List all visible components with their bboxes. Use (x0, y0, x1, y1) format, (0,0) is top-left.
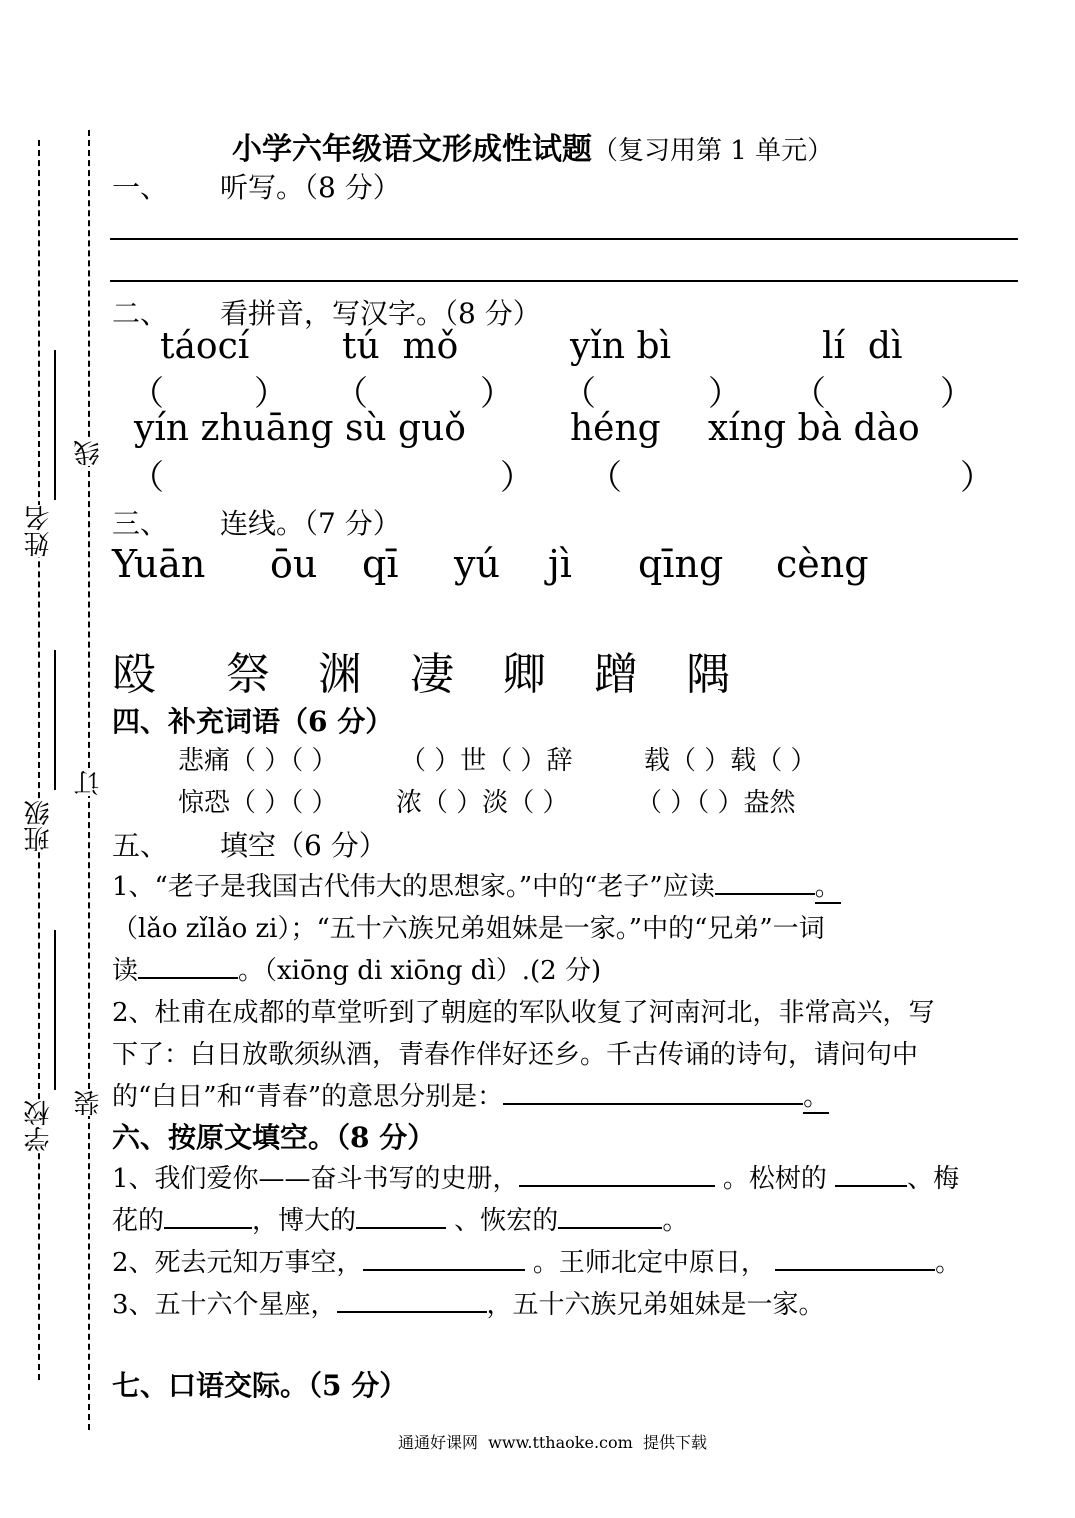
s5-line-4: 2、杜甫在成都的草堂听到了朝庭的军队收复了河南河北，非常高兴，写 (112, 998, 935, 1028)
s6-q1-text-g: 。 (662, 1206, 689, 1236)
s5-q1b-text: 读 (112, 956, 139, 986)
s5-line-5: 下了：白日放歌须纵酒，青春作伴好还乡。千古传诵的诗句，请问句中 (112, 1040, 919, 1070)
s2-num: 二、 (112, 297, 169, 330)
name-underline (54, 350, 56, 500)
s6-blank-4[interactable] (356, 1203, 446, 1229)
match-pinyin-2: ōu (270, 542, 318, 586)
match-char-6: 蹭 (594, 649, 638, 700)
pinyin-taoci: táocí (160, 326, 250, 367)
match-pinyin-3: qī (362, 542, 399, 586)
s6-q3-text: 3、五十六个星座， (112, 1290, 337, 1320)
answer-paren-open-1: （ (130, 374, 164, 414)
match-char-2: 祭 (226, 649, 270, 700)
s6-line-2 (112, 1200, 688, 1237)
s5-q1-end: 。 (814, 872, 841, 902)
title-sub: （复习用第 1 单元） (592, 136, 834, 166)
s6-title: 六、按原文填空。（8 分） (112, 1121, 436, 1154)
s5-line-6 (112, 1076, 829, 1113)
match-pinyin-5: jì (548, 542, 572, 586)
answer-paren-open-2: （ (334, 374, 368, 414)
word-fill-3: 载（ ）载（ ） (644, 746, 817, 776)
s5-line-3 (112, 950, 601, 987)
pinyin-yinbi: yǐn bì (570, 326, 672, 367)
word-fill-5: 浓（ ）淡（ ） (396, 788, 569, 818)
s4-title: 四、补充词语（6 分） (112, 705, 394, 738)
match-char-5: 卿 (502, 649, 546, 700)
answer-paren-open-5: （ (130, 458, 164, 498)
s5-blank-1[interactable] (715, 869, 815, 895)
match-char-4: 凄 (410, 649, 454, 700)
match-char-1: 殴 (112, 649, 156, 700)
s5-blank-2[interactable] (138, 953, 238, 979)
class-underline (54, 650, 56, 790)
pinyin-tumo: tú mǒ (342, 326, 459, 367)
s5-num: 五、 (112, 829, 169, 862)
s6-blank-2[interactable] (835, 1161, 907, 1187)
s5-blank-3[interactable] (503, 1079, 803, 1105)
s6-q3-text-b: ，五十六族兄弟姐妹是一家。 (486, 1290, 825, 1320)
s6-q1-text: 1、我们爱你——奋斗书写的史册， (112, 1164, 519, 1194)
binding-mark-zhuang: 装 (74, 1090, 104, 1116)
s6-q1-text-c: 、梅 (907, 1164, 960, 1194)
word-fill-1: 悲痛（ ）（ ） (178, 746, 338, 776)
answer-paren-open-6: （ (588, 458, 622, 498)
match-char-3: 渊 (318, 649, 362, 700)
dictation-line-1 (110, 238, 1018, 240)
s1-title: 听写。（8 分） (220, 171, 401, 204)
s5-line-2: （lǎo zǐlǎo zi）；“五十六族兄弟姐妹是一家。”中的“兄弟”一词 (112, 914, 825, 944)
answer-paren-close-6: ） (960, 458, 994, 498)
s6-blank-7[interactable] (775, 1245, 935, 1271)
s6-blank-8[interactable] (337, 1287, 487, 1313)
answer-paren-open-3: （ (562, 374, 596, 414)
answer-paren-close-1: ） (254, 374, 288, 414)
s6-q2-text-b: 。王师北定中原日， (532, 1248, 767, 1278)
s6-q1-text-d: 花的 (112, 1206, 165, 1236)
answer-paren-close-3: ） (708, 374, 742, 414)
s6-blank-6[interactable] (363, 1245, 525, 1271)
dictation-line-2 (110, 280, 1018, 282)
word-fill-2: （ ）世（ ）辞 (400, 746, 573, 776)
word-fill-6: （ ）（ ）盎然 (636, 788, 796, 818)
word-fill-4: 惊恐（ ）（ ） (178, 788, 338, 818)
page-title (232, 124, 833, 168)
match-pinyin-6: qīng (638, 542, 724, 586)
s1-num: 一、 (112, 171, 169, 204)
s6-q1-text-f: 、恢宏的 (454, 1206, 559, 1236)
s5-q2-end: 。 (803, 1082, 830, 1112)
s6-q1-text-e: ，博大的 (252, 1206, 357, 1236)
binding-mark-xian: 线 (74, 440, 104, 466)
s6-q2-text-c: 。 (935, 1248, 962, 1278)
s5-q2-text: 的“白日”和“青春”的意思分别是： (112, 1082, 504, 1112)
match-pinyin-7: cèng (776, 542, 869, 586)
binding-mark-ding: 订 (74, 770, 104, 796)
s3-title: 连线。（7 分） (220, 507, 401, 540)
title-main: 小学六年级语文形成性试题 (232, 132, 592, 167)
match-char-7: 隅 (686, 649, 730, 700)
pinyin-xingbadao: xíng bà dào (708, 408, 920, 449)
match-pinyin-4: yú (454, 542, 500, 586)
binding-dashed-line-outer (38, 140, 40, 1380)
s2-title: 看拼音，写汉字。（8 分） (220, 297, 541, 330)
answer-paren-close-5: ） (500, 458, 534, 498)
s6-line-1 (112, 1158, 959, 1195)
s5-q1-text: 1、“老子是我国古代伟大的思想家。”中的“老子”应读 (112, 872, 715, 902)
s7-title: 七、口语交际。（5 分） (112, 1369, 408, 1402)
s5-title: 填空（6 分） (220, 829, 387, 862)
s6-line-3 (112, 1242, 961, 1279)
school-label: 学校 (24, 1100, 54, 1152)
pinyin-lidi: lí dì (822, 326, 903, 367)
school-underline (54, 930, 56, 1090)
s5-q1b-options: 。（xiōng di xiōng dì）.(2 分) (238, 956, 602, 986)
answer-paren-close-4: ） (940, 374, 974, 414)
class-label: 班级 (24, 800, 54, 852)
name-label: 姓名 (24, 505, 54, 557)
answer-paren-open-4: （ (792, 374, 826, 414)
s6-q2-text: 2、死去元知万事空， (112, 1248, 363, 1278)
s5-line-1 (112, 866, 841, 903)
match-pinyin-1: Yuān (112, 542, 206, 586)
s6-q1-text-b: 。松树的 (722, 1164, 827, 1194)
s6-blank-1[interactable] (519, 1161, 715, 1187)
s6-blank-5[interactable] (558, 1203, 662, 1229)
s6-blank-3[interactable] (164, 1203, 252, 1229)
s6-line-4 (112, 1284, 825, 1321)
page-footer: 通通好课网 www.tthaoke.com 提供下载 (398, 1433, 707, 1452)
pinyin-heng: héng (570, 408, 661, 449)
pinyin-yinzhuangsuguo: yín zhuāng sù guǒ (134, 408, 466, 449)
s3-num: 三、 (112, 507, 169, 540)
answer-paren-close-2: ） (480, 374, 514, 414)
